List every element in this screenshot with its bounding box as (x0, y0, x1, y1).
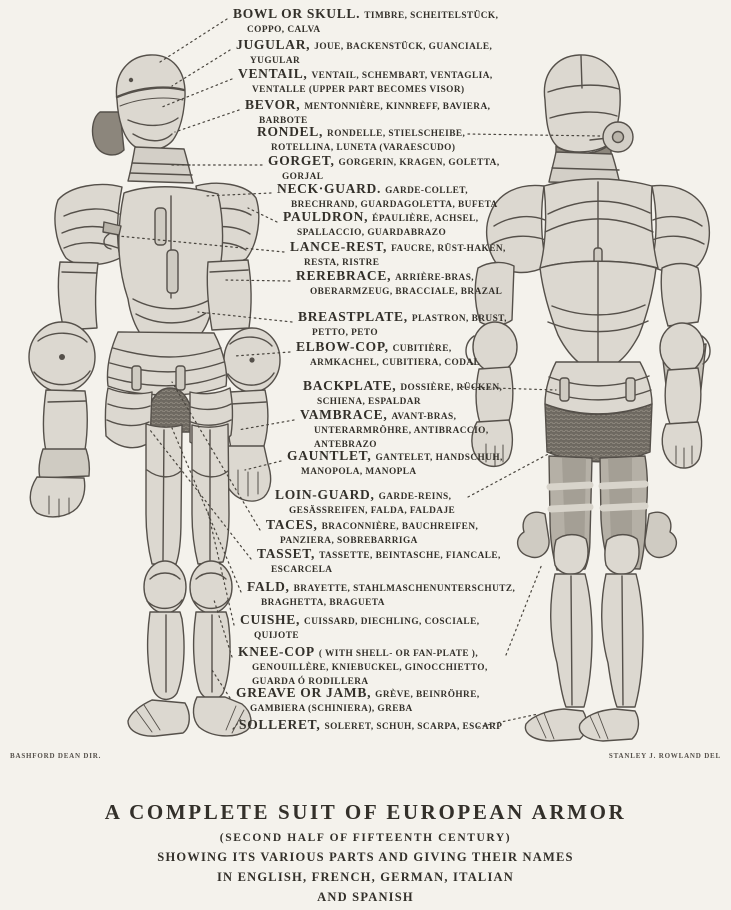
part-synonyms: BRAYETTE, STAHLMASCHENUNTERSCHUTZ, BRAGHETTA, BRAGUETA (261, 584, 516, 608)
plate-subtitle-line3: AND SPANISH (317, 890, 414, 904)
part-synonyms: GORGERIN, KRAGEN, GOLETTA, GORJAL (282, 158, 500, 182)
plate-title: A COMPLETE SUIT OF EUROPEAN ARMOR (104, 800, 627, 824)
part-label (236, 39, 518, 67)
part-synonyms: CUBITIÈRE, ARMKACHEL, CUBITIERA, CODAL (310, 344, 481, 368)
part-label (233, 8, 519, 36)
part-term: KNEE-COP (238, 644, 315, 659)
part-label (277, 183, 523, 211)
part-label (238, 646, 520, 688)
credit-left: BASHFORD DEAN DIR. (10, 752, 102, 760)
part-synonyms: FAUCRE, RÜST-HAKEN, RESTA, RISTRE (304, 244, 506, 268)
plate-subtitle-line1: SHOWING ITS VARIOUS PARTS AND GIVING THEIR NAMES (157, 850, 574, 864)
part-label (247, 581, 523, 609)
part-synonyms: SOLERET, SCHUH, SCARPA, ESCARP (324, 722, 503, 732)
part-label (300, 409, 523, 451)
part-synonyms: TASSETTE, BEINTASCHE, FIANCALE, ESCARCELA (271, 551, 501, 575)
part-label (239, 719, 519, 733)
part-term: TACES, (266, 517, 318, 532)
title-block (0, 800, 731, 910)
part-term: LANCE-REST, (290, 239, 388, 254)
part-term: NECK·GUARD. (277, 181, 382, 196)
part-synonyms: RONDELLE, STIELSCHEIBE, ROTELLINA, LUNETA (VARAESCUDO) (271, 129, 466, 153)
part-synonyms: AVANT-BRAS, UNTERARMRÖHRE, ANTIBRACCIO, ANTEBRAZO (314, 412, 489, 450)
part-label (298, 311, 523, 339)
part-term: SOLLERET, (239, 717, 321, 732)
part-term: CUISHE, (240, 612, 301, 627)
part-term: BOWL OR SKULL. (233, 6, 361, 21)
part-label (290, 241, 523, 269)
part-term: BREASTPLATE, (298, 309, 408, 324)
part-term: REREBRACE, (296, 268, 392, 283)
part-synonyms: GARDE-COLLET, BRECHRAND, GUARDAGOLETTA, BUFETA (291, 186, 498, 210)
plate-subtitle-line2: IN ENGLISH, FRENCH, GERMAN, ITALIAN (216, 870, 514, 884)
part-term: BEVOR, (245, 97, 301, 112)
part-synonyms: JOUE, BACKENSTÜCK, GUANCIALE, YUGULAR (250, 42, 493, 66)
part-term: TASSET, (257, 546, 316, 561)
part-label (296, 341, 523, 369)
part-term: RONDEL, (257, 124, 324, 139)
part-label (268, 155, 522, 183)
part-term: VENTAIL, (238, 66, 308, 81)
part-term: VAMBRACE, (300, 407, 388, 422)
part-label (245, 99, 521, 127)
part-label (266, 519, 522, 547)
plate-subtitle-period: (SECOND HALF OF FIFTEENTH CENTURY) (219, 832, 512, 844)
part-label (238, 68, 520, 96)
part-term: LOIN-GUARD, (275, 487, 375, 502)
part-term: JUGULAR, (236, 37, 311, 52)
part-term: GORGET, (268, 153, 335, 168)
part-synonyms: GRÈVE, BEINRÖHRE, GAMBIERA (SCHINIERA), GREBA (250, 690, 480, 714)
part-synonyms: BRACONNIÈRE, BAUCHREIFEN, PANZIERA, SOBREBARRIGA (280, 522, 479, 546)
part-label (303, 380, 523, 408)
part-term: GREAVE OR JAMB, (236, 685, 372, 700)
part-label (296, 270, 523, 298)
part-label (236, 687, 520, 715)
part-label (283, 211, 523, 239)
part-term: BACKPLATE, (303, 378, 397, 393)
part-label (287, 450, 511, 478)
part-synonyms: GARDE-REINS, GESÄSSREIFEN, FALDA, FALDAJE (289, 492, 456, 516)
part-synonyms: CUISSARD, DIECHLING, COSCIALE, QUIJOTE (254, 617, 480, 641)
part-term: PAULDRON, (283, 209, 369, 224)
part-synonyms: ( WITH SHELL- OR FAN-PLATE ), GENOUILLÈRE, KNIEBUCKEL, GINOCCHIETTO, GUARDA Ó RODILLERA (252, 649, 488, 687)
part-label (257, 548, 521, 576)
part-synonyms: TIMBRE, SCHEITELSTÜCK, COPPO, CALVA (247, 11, 499, 35)
part-synonyms: GANTELET, HANDSCHUH, MANOPOLA, MANOPLA (301, 453, 503, 477)
credit-right: STANLEY J. ROWLAND DEL (608, 752, 721, 760)
part-synonyms: VENTAIL, SCHEMBART, VENTAGLIA, VENTALLE (UPPER PART BECOMES VISOR) (252, 71, 493, 95)
part-synonyms: ÉPAULIÈRE, ACHSEL, SPALLACCIO, GUARDABRAZO (297, 214, 479, 238)
part-label (275, 489, 519, 517)
part-term: GAUNTLET, (287, 448, 372, 463)
part-synonyms: PLASTRON, BRUST, PETTO, PETO (312, 314, 507, 338)
part-synonyms: ARRIÈRE-BRAS, OBERARMZEUG, BRACCIALE, BRAZAL (310, 273, 503, 297)
part-label (257, 126, 521, 154)
part-term: FALD, (247, 579, 290, 594)
part-label (240, 614, 520, 642)
part-synonyms: DOSSIÈRE, RÜCKEN, SCHIENA, ESPALDAR (317, 383, 503, 407)
part-synonyms: MENTONNIÈRE, KINNREFF, BAVIERA, BARBOTE (259, 102, 491, 126)
part-term: ELBOW-COP, (296, 339, 389, 354)
